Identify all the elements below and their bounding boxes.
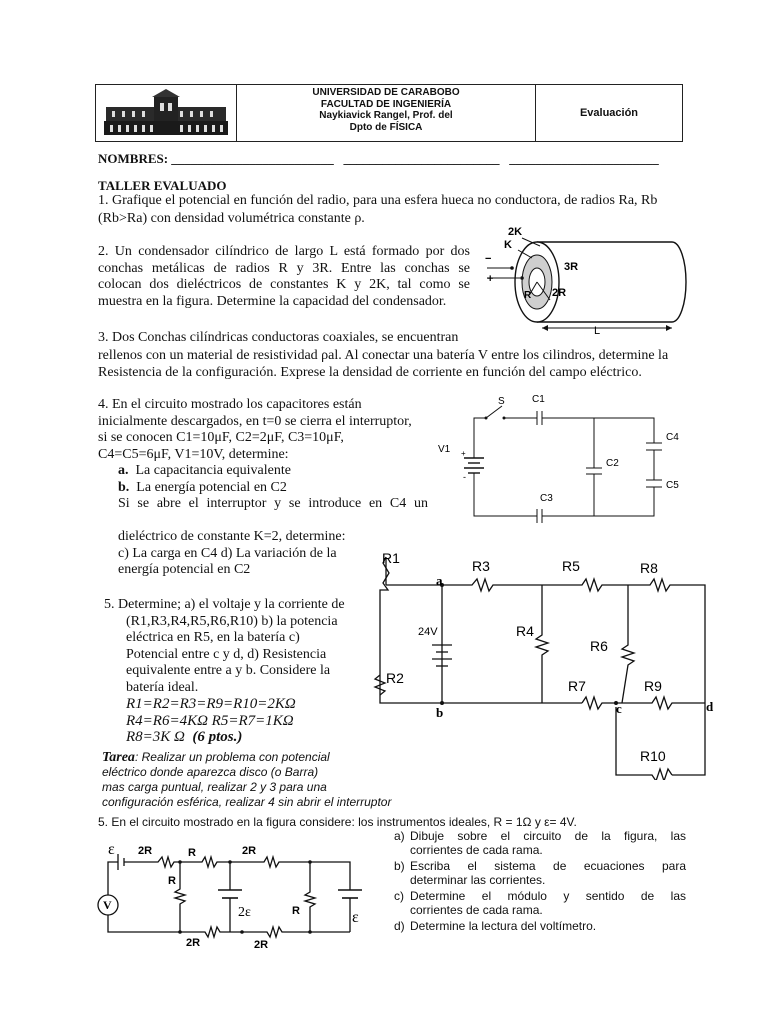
battery-24v-label: 24V xyxy=(418,626,438,638)
problem-2 xyxy=(98,244,470,310)
problem-2-line: 2. Un condensador cilíndrico de largo L está formado por dos xyxy=(98,244,470,259)
resistor-network-figure xyxy=(372,545,717,780)
item-text: Dibuje sobre el circuito de la figura, las xyxy=(410,829,686,843)
r2-label: 2R xyxy=(138,845,153,857)
label-minus: − xyxy=(485,253,492,265)
c1-label: C1 xyxy=(532,394,545,405)
problem-3 xyxy=(98,330,684,382)
resistor-values: R8=3K Ω xyxy=(126,729,185,745)
item-label: b) xyxy=(394,859,405,873)
problem-5-line: equivalente entre a y b. Considere la xyxy=(126,663,331,678)
item-b-text: La energía potencial en C2 xyxy=(136,479,287,495)
problem-6-items xyxy=(394,829,686,933)
c4-label: C4 xyxy=(666,432,679,443)
problem-6-intro: 5. En el circuito mostrado en la figura considere: los instrumentos ideales, R = 1Ω y ε= 4V. xyxy=(98,815,577,829)
item-text: Determine la lectura del voltímetro. xyxy=(410,919,597,933)
r10-label: R10 xyxy=(640,748,666,764)
professor-name: Naykiavick Rangel, Prof. del xyxy=(319,110,453,121)
r6-label: R6 xyxy=(590,638,608,654)
r2-label: 2R xyxy=(186,937,201,949)
header-title-block xyxy=(236,87,536,133)
c3-label: C3 xyxy=(540,493,553,504)
problem-5-line: (R1,R3,R4,R5,R6,R10) b) la potencia xyxy=(126,613,338,629)
problem-4-line: si se conocen C1=10μF, C2=2μF, C3=10μF, xyxy=(98,430,344,445)
item-text: corrientes de cada rama. xyxy=(410,903,543,917)
item-a-label: a. xyxy=(118,463,129,478)
item-text: Escriba el sistema de ecuaciones para xyxy=(410,859,686,873)
tarea-label: Tarea xyxy=(102,750,135,765)
label-2k: 2K xyxy=(508,226,523,238)
problem-5 xyxy=(104,597,376,746)
label-k: K xyxy=(504,239,512,251)
node-c-label: c xyxy=(616,701,622,716)
university-name: UNIVERSIDAD DE CARABOBO xyxy=(312,87,460,98)
r2-label: 2R xyxy=(254,939,269,951)
r9-label: R9 xyxy=(644,678,662,694)
r8-label: R8 xyxy=(640,560,658,576)
r-label: R xyxy=(188,847,196,859)
problem-2-line: muestra en la figura. Determine la capacidad del condensador. xyxy=(98,293,447,309)
r1-label: R1 xyxy=(382,550,400,566)
r5-label: R5 xyxy=(562,558,580,574)
r2-label: R2 xyxy=(386,670,404,686)
problem-5-line: eléctrica en R5, en la batería c) xyxy=(126,630,300,645)
faculty-name: FACULTAD DE INGENIERÍA xyxy=(320,98,452,110)
r3-label: R3 xyxy=(472,558,490,574)
problem-4-cont xyxy=(118,529,390,579)
evaluation-label: Evaluación xyxy=(535,85,682,141)
minus-label: - xyxy=(463,472,466,482)
label-2r: 2R xyxy=(552,287,567,299)
item-text: corrientes de cada rama. xyxy=(410,843,543,857)
emf-label: ε xyxy=(352,909,359,926)
university-logo xyxy=(96,85,237,141)
tarea-block xyxy=(102,750,432,810)
c2-label: C2 xyxy=(606,458,619,469)
node-d-label: d xyxy=(706,699,714,714)
problem-3-line: 3. Dos Conchas cilíndricas conductoras coaxiales, se encuentran xyxy=(98,330,459,345)
node-b-label: b xyxy=(436,705,444,720)
switch-label: S xyxy=(498,396,505,407)
problem-4-line: dieléctrico de constante K=2, determine: xyxy=(118,529,346,544)
item-b-label: b. xyxy=(118,479,130,495)
r7-label: R7 xyxy=(568,678,586,694)
problem-2-line: colocan dos dieléctricos de constantes K y 2K, tal como se xyxy=(98,277,470,292)
plus-label: + xyxy=(461,449,466,458)
problem-3-line: rellenos con un material de resistividad ρal. Al conectar una batería V entre los cilindros, determine la xyxy=(98,347,669,363)
item-text: Determine el módulo y sentido de las xyxy=(410,889,686,903)
voltmeter-label: V xyxy=(103,898,112,912)
emf-label: ε xyxy=(108,841,115,858)
capacitor-circuit-figure xyxy=(432,388,692,528)
problem-4 xyxy=(98,397,428,513)
item-label: a) xyxy=(394,829,405,843)
problem-5-line: batería ideal. xyxy=(126,679,199,695)
r-label: R xyxy=(168,875,176,887)
item-label: c) xyxy=(394,889,404,903)
emf-2e-label: 2ε xyxy=(238,905,251,920)
label-r: R xyxy=(524,290,532,301)
item-a-text: La capacitancia equivalente xyxy=(135,463,291,478)
problem-4-line: 4. En el circuito mostrado los capacitores están xyxy=(98,397,362,412)
problem-1-line: (Rb>Ra) con densidad volumétrica constante ρ. xyxy=(98,210,365,226)
item-text: determinar las corrientes. xyxy=(410,873,546,887)
tarea-line: configuración esférica, realizar 4 sin abrir el interruptor xyxy=(102,795,392,809)
problem-4-line: C4=C5=6μF, V1=10V, determine: xyxy=(98,446,289,462)
section-title: TALLER EVALUADO xyxy=(98,178,227,193)
tarea-line: : Realizar un problema con potencial xyxy=(134,750,330,764)
problem-4-line: c) La carga en C4 d) La variación de la xyxy=(118,545,337,561)
v1-label: V1 xyxy=(438,444,451,455)
label-3r: 3R xyxy=(564,261,579,273)
problem-4-line: Si se abre el interruptor y se introduce en C4 un xyxy=(118,496,428,511)
label-plus: + xyxy=(487,273,494,285)
problem-5-line: 5. Determine; a) el voltaje y la corriente de xyxy=(104,597,345,612)
names-line[interactable]: NOMBRES: _________________________ ________________________ _______________________ xyxy=(98,151,659,166)
voltmeter-circuit-figure xyxy=(92,834,382,952)
problem-3-line: Resistencia de la configuración. Exprese la densidad de corriente en función del campo eléctrico. xyxy=(98,365,642,380)
item-label: d) xyxy=(394,919,405,933)
node-a-label: a xyxy=(436,573,443,588)
department-name: Dpto de FÍSICA xyxy=(349,121,423,133)
resistor-values: R4=R6=4KΩ R5=R7=1KΩ xyxy=(126,712,294,729)
c5-label: C5 xyxy=(666,480,679,491)
problem-2-line: conchas metálicas de radios R y 3R. Entre las conchas se xyxy=(98,260,470,276)
problem-5-line: Potencial entre c y d, d) Resistencia xyxy=(126,646,327,662)
r-label: R xyxy=(292,905,300,917)
header-table xyxy=(95,84,683,142)
r2-label: 2R xyxy=(242,845,257,857)
cylindrical-capacitor-figure xyxy=(482,220,692,340)
points-label: (6 ptos.) xyxy=(192,729,243,745)
problem-4-line: energía potencial en C2 xyxy=(118,562,251,577)
resistor-values: R1=R2=R3=R9=R10=2KΩ xyxy=(126,696,296,712)
problem-4-line: inicialmente descargados, en t=0 se cierra el interruptor, xyxy=(98,413,412,429)
tarea-line: eléctrico donde aparezca disco (o Barra) xyxy=(102,765,319,779)
problem-1-line: 1. Grafique el potencial en función del radio, para una esfera hueca no conductora, de radios Ra, Rb xyxy=(98,193,658,208)
label-length: L xyxy=(594,325,601,337)
tarea-line: mas carga puntual, realizar 2 y 3 para una xyxy=(102,780,327,794)
r4-label: R4 xyxy=(516,623,534,639)
